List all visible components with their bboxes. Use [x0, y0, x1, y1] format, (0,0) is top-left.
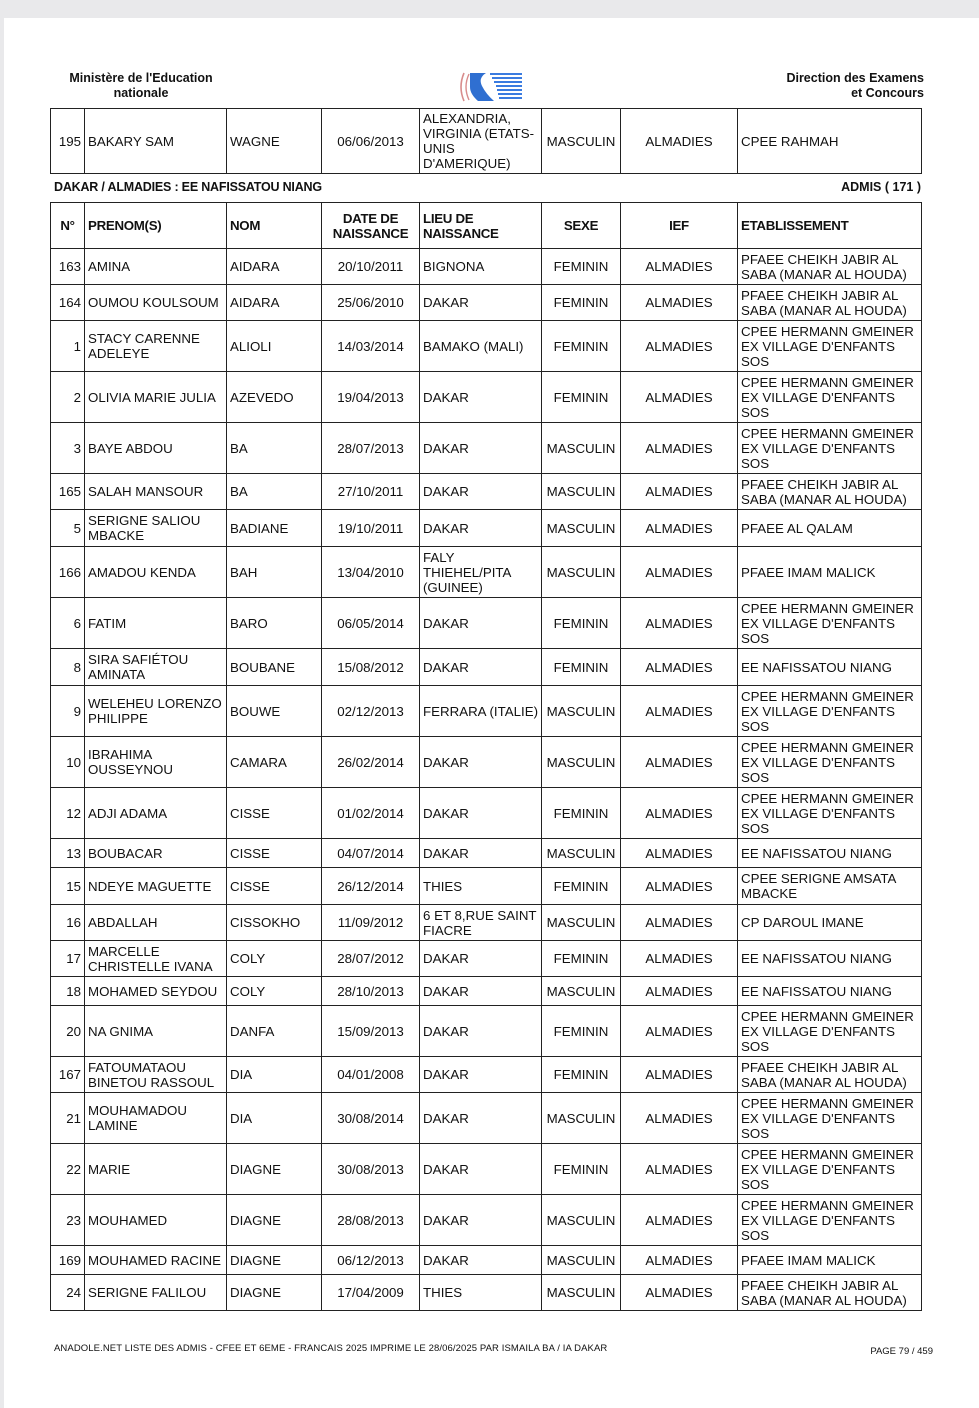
cell-sexe: MASCULIN — [542, 1195, 621, 1246]
cell-etablissement: CPEE HERMANN GMEINER EX VILLAGE D'ENFANTS SOS — [738, 321, 922, 372]
cell-sexe: FEMININ — [542, 598, 621, 649]
cell-nom: CISSOKHO — [227, 905, 322, 941]
table-row — [51, 649, 922, 686]
cell-nom: BOUWE — [227, 686, 322, 737]
cell-ief: ALMADIES — [621, 868, 738, 905]
cell-date: 28/10/2013 — [322, 977, 420, 1006]
print-footer: ANADOLE.NET LISTE DES ADMIS - CFEE ET 6EME - FRANCAIS 2025 IMPRIME LE 28/06/2025 PAR ISMAILA BA / IA DAKAR — [54, 1343, 608, 1354]
cell-lieu: THIES — [420, 868, 542, 905]
cell-number: 1 — [51, 321, 85, 372]
cell-sexe: MASCULIN — [542, 109, 621, 174]
cell-sexe: MASCULIN — [542, 686, 621, 737]
cell-sexe: FEMININ — [542, 321, 621, 372]
cell-number: 16 — [51, 905, 85, 941]
cell-nom: DANFA — [227, 1006, 322, 1057]
previous-section-table — [50, 108, 922, 174]
cell-nom: BARO — [227, 598, 322, 649]
cell-lieu: DAKAR — [420, 649, 542, 686]
cell-number: 195 — [51, 109, 85, 174]
cell-ief: ALMADIES — [621, 109, 738, 174]
cell-number: 17 — [51, 941, 85, 977]
cell-etablissement: CPEE HERMANN GMEINER EX VILLAGE D'ENFANTS SOS — [738, 686, 922, 737]
cell-ief: ALMADIES — [621, 321, 738, 372]
cell-sexe: MASCULIN — [542, 977, 621, 1006]
cell-date: 04/01/2008 — [322, 1057, 420, 1093]
cell-date: 28/08/2013 — [322, 1195, 420, 1246]
cell-etablissement: CP DAROUL IMANE — [738, 905, 922, 941]
cell-sexe: FEMININ — [542, 649, 621, 686]
cell-nom: DIAGNE — [227, 1195, 322, 1246]
table-row — [51, 839, 922, 868]
table-row — [51, 547, 922, 598]
cell-nom: CISSE — [227, 868, 322, 905]
table-row — [51, 868, 922, 905]
cell-number: 24 — [51, 1275, 85, 1311]
cell-sexe: FEMININ — [542, 372, 621, 423]
cell-prenom: SERIGNE FALILOU — [85, 1275, 227, 1311]
cell-sexe: MASCULIN — [542, 905, 621, 941]
cell-etablissement: PFAEE CHEIKH JABIR AL SABA (MANAR AL HOUDA) — [738, 285, 922, 321]
cell-nom: AZEVEDO — [227, 372, 322, 423]
cell-number: 2 — [51, 372, 85, 423]
cell-number: 21 — [51, 1093, 85, 1144]
header-nom: NOM — [227, 203, 322, 249]
cell-nom: AIDARA — [227, 285, 322, 321]
cell-nom: CISSE — [227, 788, 322, 839]
cell-nom: DIAGNE — [227, 1246, 322, 1275]
cell-sexe: FEMININ — [542, 868, 621, 905]
cell-prenom: IBRAHIMA OUSSEYNOU — [85, 737, 227, 788]
cell-prenom: FATIM — [85, 598, 227, 649]
cell-prenom: OLIVIA MARIE JULIA — [85, 372, 227, 423]
cell-date: 27/10/2011 — [322, 474, 420, 510]
cell-etablissement: CPEE HERMANN GMEINER EX VILLAGE D'ENFANTS SOS — [738, 1093, 922, 1144]
table-row — [51, 686, 922, 737]
cell-prenom: BAKARY SAM — [85, 109, 227, 174]
page-number: PAGE 79 / 459 — [870, 1346, 933, 1357]
cell-lieu: DAKAR — [420, 977, 542, 1006]
cell-date: 06/06/2013 — [322, 109, 420, 174]
cell-etablissement: CPEE HERMANN GMEINER EX VILLAGE D'ENFANTS SOS — [738, 372, 922, 423]
cell-number: 169 — [51, 1246, 85, 1275]
cell-lieu: DAKAR — [420, 1057, 542, 1093]
cell-date: 26/02/2014 — [322, 737, 420, 788]
cell-number: 3 — [51, 423, 85, 474]
cell-sexe: MASCULIN — [542, 1246, 621, 1275]
cell-date: 25/06/2010 — [322, 285, 420, 321]
cell-date: 30/08/2014 — [322, 1093, 420, 1144]
cell-number: 164 — [51, 285, 85, 321]
cell-number: 167 — [51, 1057, 85, 1093]
cell-nom: DIAGNE — [227, 1275, 322, 1311]
cell-lieu: DAKAR — [420, 737, 542, 788]
cell-lieu: BAMAKO (MALI) — [420, 321, 542, 372]
cell-number: 23 — [51, 1195, 85, 1246]
cell-prenom: AMINA — [85, 249, 227, 285]
cell-lieu: DAKAR — [420, 1006, 542, 1057]
cell-lieu: DAKAR — [420, 474, 542, 510]
cell-date: 26/12/2014 — [322, 868, 420, 905]
cell-date: 15/09/2013 — [322, 1006, 420, 1057]
section-title: DAKAR / ALMADIES : EE NAFISSATOU NIANG — [54, 180, 322, 194]
cell-lieu: DAKAR — [420, 285, 542, 321]
cell-prenom: AMADOU KENDA — [85, 547, 227, 598]
cell-ief: ALMADIES — [621, 686, 738, 737]
cell-etablissement: CPEE HERMANN GMEINER EX VILLAGE D'ENFANTS SOS — [738, 1006, 922, 1057]
cell-date: 13/04/2010 — [322, 547, 420, 598]
cell-sexe: FEMININ — [542, 941, 621, 977]
header-etablissement: ETABLISSEMENT — [738, 203, 922, 249]
cell-sexe: FEMININ — [542, 1057, 621, 1093]
cell-lieu: THIES — [420, 1275, 542, 1311]
cell-sexe: FEMININ — [542, 1006, 621, 1057]
cell-etablissement: EE NAFISSATOU NIANG — [738, 977, 922, 1006]
cell-prenom: MOUHAMED — [85, 1195, 227, 1246]
cell-nom: CISSE — [227, 839, 322, 868]
cell-prenom: ABDALLAH — [85, 905, 227, 941]
cell-date: 14/03/2014 — [322, 321, 420, 372]
cell-sexe: MASCULIN — [542, 1093, 621, 1144]
table-row — [51, 977, 922, 1006]
cell-etablissement: PFAEE IMAM MALICK — [738, 1246, 922, 1275]
cell-lieu: DAKAR — [420, 1144, 542, 1195]
cell-nom: DIA — [227, 1093, 322, 1144]
cell-date: 19/10/2011 — [322, 510, 420, 547]
cell-lieu: FERRARA (ITALIE) — [420, 686, 542, 737]
cell-ief: ALMADIES — [621, 249, 738, 285]
cell-ief: ALMADIES — [621, 1275, 738, 1311]
cell-ief: ALMADIES — [621, 510, 738, 547]
cell-ief: ALMADIES — [621, 474, 738, 510]
cell-sexe: MASCULIN — [542, 423, 621, 474]
cell-number: 10 — [51, 737, 85, 788]
header-date-line-2: NAISSANCE — [332, 225, 409, 241]
table-row — [51, 249, 922, 285]
cell-number: 9 — [51, 686, 85, 737]
cell-lieu: DAKAR — [420, 423, 542, 474]
cell-date: 15/08/2012 — [322, 649, 420, 686]
cell-date: 11/09/2012 — [322, 905, 420, 941]
directorate-header — [724, 71, 924, 101]
cell-lieu: DAKAR — [420, 598, 542, 649]
cell-ief: ALMADIES — [621, 905, 738, 941]
document-page — [4, 18, 979, 1408]
cell-ief: ALMADIES — [621, 547, 738, 598]
cell-prenom: FATOUMATAOU BINETOU RASSOUL — [85, 1057, 227, 1093]
cell-ief: ALMADIES — [621, 598, 738, 649]
cell-prenom: NA GNIMA — [85, 1006, 227, 1057]
cell-prenom: MARIE — [85, 1144, 227, 1195]
table-row — [51, 941, 922, 977]
cell-sexe: FEMININ — [542, 285, 621, 321]
cell-lieu: DAKAR — [420, 788, 542, 839]
cell-number: 6 — [51, 598, 85, 649]
cell-lieu: DAKAR — [420, 510, 542, 547]
cell-lieu: DAKAR — [420, 941, 542, 977]
cell-ief: ALMADIES — [621, 737, 738, 788]
cell-etablissement: EE NAFISSATOU NIANG — [738, 649, 922, 686]
header-ief: IEF — [621, 203, 738, 249]
table-row — [51, 510, 922, 547]
cell-lieu: DAKAR — [420, 1246, 542, 1275]
table-row — [51, 1144, 922, 1195]
cell-nom: BOUBANE — [227, 649, 322, 686]
cell-lieu: ALEXANDRIA, VIRGINIA (ETATS-UNIS D'AMERIQUE) — [420, 109, 542, 174]
cell-sexe: MASCULIN — [542, 737, 621, 788]
cell-nom: WAGNE — [227, 109, 322, 174]
cell-number: 8 — [51, 649, 85, 686]
cell-etablissement: PFAEE CHEIKH JABIR AL SABA (MANAR AL HOUDA) — [738, 1057, 922, 1093]
cell-prenom: NDEYE MAGUETTE — [85, 868, 227, 905]
cell-date: 28/07/2012 — [322, 941, 420, 977]
cell-ief: ALMADIES — [621, 1093, 738, 1144]
cell-nom: DIAGNE — [227, 1144, 322, 1195]
cell-sexe: MASCULIN — [542, 474, 621, 510]
cell-lieu: DAKAR — [420, 1195, 542, 1246]
table-row — [51, 1195, 922, 1246]
cell-lieu: DAKAR — [420, 1093, 542, 1144]
cell-date: 04/07/2014 — [322, 839, 420, 868]
directorate-line-2: et Concours — [851, 86, 924, 100]
cell-etablissement: CPEE HERMANN GMEINER EX VILLAGE D'ENFANTS SOS — [738, 1144, 922, 1195]
cell-number: 165 — [51, 474, 85, 510]
cell-prenom: SALAH MANSOUR — [85, 474, 227, 510]
ministry-logo-icon — [456, 70, 526, 104]
cell-nom: DIA — [227, 1057, 322, 1093]
cell-ief: ALMADIES — [621, 788, 738, 839]
cell-sexe: MASCULIN — [542, 839, 621, 868]
cell-ief: ALMADIES — [621, 423, 738, 474]
table-row — [51, 285, 922, 321]
cell-prenom: STACY CARENNE ADELEYE — [85, 321, 227, 372]
cell-nom: BA — [227, 423, 322, 474]
cell-nom: BA — [227, 474, 322, 510]
cell-etablissement: CPEE HERMANN GMEINER EX VILLAGE D'ENFANTS SOS — [738, 1195, 922, 1246]
cell-date: 28/07/2013 — [322, 423, 420, 474]
table-row — [51, 598, 922, 649]
cell-etablissement: CPEE HERMANN GMEINER EX VILLAGE D'ENFANTS SOS — [738, 788, 922, 839]
cell-lieu: DAKAR — [420, 839, 542, 868]
cell-ief: ALMADIES — [621, 372, 738, 423]
cell-ief: ALMADIES — [621, 839, 738, 868]
cell-ief: ALMADIES — [621, 941, 738, 977]
ministry-header — [51, 71, 231, 101]
admis-count: ADMIS ( 171 ) — [841, 180, 921, 194]
cell-ief: ALMADIES — [621, 1057, 738, 1093]
table-header-row — [51, 203, 922, 249]
ministry-line-2: nationale — [113, 86, 169, 100]
table-row — [51, 1057, 922, 1093]
ministry-line-1: Ministère de l'Education — [69, 71, 213, 85]
cell-sexe: FEMININ — [542, 249, 621, 285]
cell-sexe: MASCULIN — [542, 1275, 621, 1311]
header-date — [322, 203, 420, 249]
header-lieu-line-1: LIEU DE — [423, 210, 474, 226]
table-row — [51, 737, 922, 788]
cell-sexe: FEMININ — [542, 788, 621, 839]
cell-date: 06/12/2013 — [322, 1246, 420, 1275]
cell-sexe: MASCULIN — [542, 547, 621, 598]
cell-etablissement: PFAEE CHEIKH JABIR AL SABA (MANAR AL HOUDA) — [738, 1275, 922, 1311]
cell-ief: ALMADIES — [621, 1144, 738, 1195]
table-row — [51, 474, 922, 510]
header-prenom: PRENOM(S) — [85, 203, 227, 249]
header-date-line-1: DATE DE — [342, 210, 399, 226]
cell-nom: BADIANE — [227, 510, 322, 547]
cell-ief: ALMADIES — [621, 1246, 738, 1275]
table-row — [51, 788, 922, 839]
cell-prenom: MOUHAMADOU LAMINE — [85, 1093, 227, 1144]
cell-date: 19/04/2013 — [322, 372, 420, 423]
cell-etablissement: EE NAFISSATOU NIANG — [738, 941, 922, 977]
cell-etablissement: PFAEE CHEIKH JABIR AL SABA (MANAR AL HOUDA) — [738, 249, 922, 285]
cell-ief: ALMADIES — [621, 977, 738, 1006]
cell-number: 22 — [51, 1144, 85, 1195]
cell-date: 30/08/2013 — [322, 1144, 420, 1195]
cell-prenom: MARCELLE CHRISTELLE IVANA — [85, 941, 227, 977]
cell-number: 12 — [51, 788, 85, 839]
cell-etablissement: CPEE HERMANN GMEINER EX VILLAGE D'ENFANTS SOS — [738, 598, 922, 649]
cell-prenom: SIRA SAFIÉTOU AMINATA — [85, 649, 227, 686]
cell-date: 02/12/2013 — [322, 686, 420, 737]
cell-prenom: BOUBACAR — [85, 839, 227, 868]
table-row — [51, 905, 922, 941]
table-row — [51, 321, 922, 372]
cell-ief: ALMADIES — [621, 1195, 738, 1246]
cell-number: 5 — [51, 510, 85, 547]
cell-etablissement: EE NAFISSATOU NIANG — [738, 839, 922, 868]
cell-etablissement: PFAEE AL QALAM — [738, 510, 922, 547]
cell-etablissement: PFAEE CHEIKH JABIR AL SABA (MANAR AL HOUDA) — [738, 474, 922, 510]
cell-ief: ALMADIES — [621, 1006, 738, 1057]
header-sexe: SEXE — [542, 203, 621, 249]
header-lieu — [420, 203, 542, 249]
cell-nom: AIDARA — [227, 249, 322, 285]
table-row — [51, 1246, 922, 1275]
directorate-line-1: Direction des Examens — [786, 71, 924, 85]
cell-prenom: BAYE ABDOU — [85, 423, 227, 474]
cell-number: 15 — [51, 868, 85, 905]
table-row — [51, 423, 922, 474]
cell-prenom: WELEHEU LORENZO PHILIPPE — [85, 686, 227, 737]
cell-etablissement: CPEE RAHMAH — [738, 109, 922, 174]
cell-date: 17/04/2009 — [322, 1275, 420, 1311]
cell-lieu: BIGNONA — [420, 249, 542, 285]
header-lieu-line-2: NAISSANCE — [423, 225, 499, 241]
cell-prenom: OUMOU KOULSOUM — [85, 285, 227, 321]
cell-number: 18 — [51, 977, 85, 1006]
table-row — [51, 1275, 922, 1311]
cell-lieu: DAKAR — [420, 372, 542, 423]
cell-nom: CAMARA — [227, 737, 322, 788]
table-row — [51, 1093, 922, 1144]
cell-prenom: MOUHAMED RACINE — [85, 1246, 227, 1275]
cell-etablissement: CPEE SERIGNE AMSATA MBACKE — [738, 868, 922, 905]
cell-etablissement: CPEE HERMANN GMEINER EX VILLAGE D'ENFANTS SOS — [738, 737, 922, 788]
cell-number: 13 — [51, 839, 85, 868]
cell-date: 01/02/2014 — [322, 788, 420, 839]
cell-sexe: FEMININ — [542, 1144, 621, 1195]
cell-ief: ALMADIES — [621, 285, 738, 321]
cell-prenom: ADJI ADAMA — [85, 788, 227, 839]
cell-nom: ALIOLI — [227, 321, 322, 372]
cell-nom: COLY — [227, 977, 322, 1006]
cell-etablissement: PFAEE IMAM MALICK — [738, 547, 922, 598]
cell-sexe: MASCULIN — [542, 510, 621, 547]
cell-prenom: MOHAMED SEYDOU — [85, 977, 227, 1006]
table-row — [51, 372, 922, 423]
cell-date: 06/05/2014 — [322, 598, 420, 649]
admis-table — [50, 202, 922, 1311]
cell-ief: ALMADIES — [621, 649, 738, 686]
cell-lieu: 6 ET 8,RUE SAINT FIACRE — [420, 905, 542, 941]
cell-nom: COLY — [227, 941, 322, 977]
cell-etablissement: CPEE HERMANN GMEINER EX VILLAGE D'ENFANTS SOS — [738, 423, 922, 474]
cell-number: 166 — [51, 547, 85, 598]
header-number: N° — [51, 203, 85, 249]
cell-number: 20 — [51, 1006, 85, 1057]
cell-nom: BAH — [227, 547, 322, 598]
cell-number: 163 — [51, 249, 85, 285]
cell-lieu: FALY THIEHEL/PITA (GUINEE) — [420, 547, 542, 598]
cell-date: 20/10/2011 — [322, 249, 420, 285]
table-row — [51, 109, 922, 174]
table-row — [51, 1006, 922, 1057]
cell-prenom: SERIGNE SALIOU MBACKE — [85, 510, 227, 547]
